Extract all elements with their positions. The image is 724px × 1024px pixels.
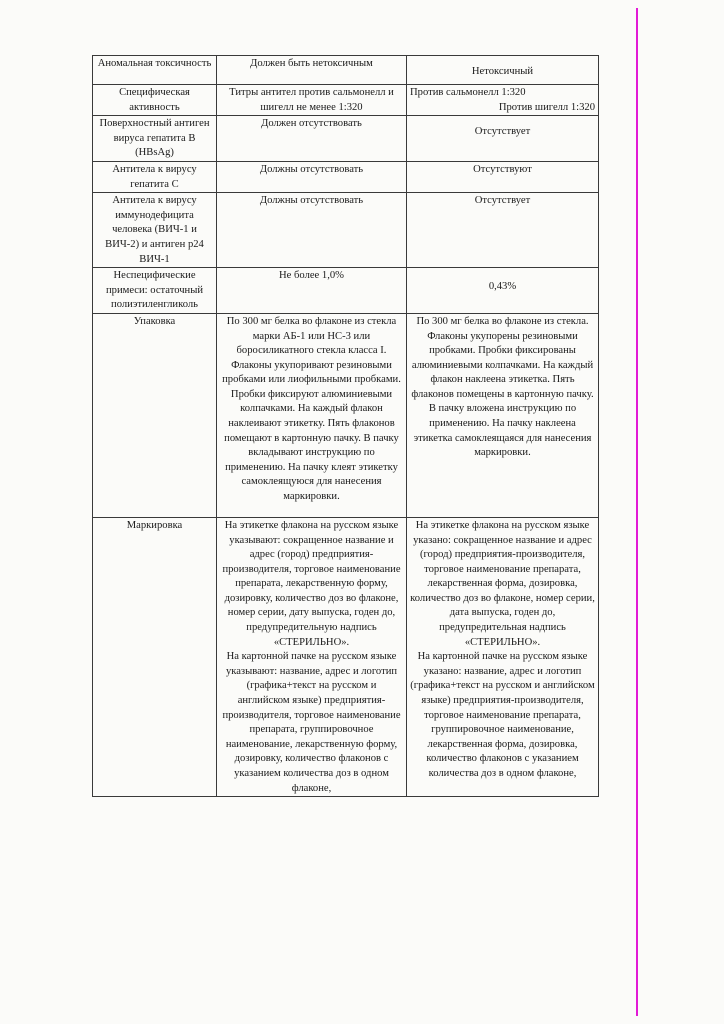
result-line-shigella: Против шигелл 1:320 <box>498 101 595 113</box>
result-label-paragraph: На этикетке флакона на русском языке указано: сокращенное название и адрес (город) предприятия-производителя, торговое наименование препарата, лекарственная форма, дозировка, количество доз во флаконе, номер серии, дата выпуска, годен до, предупредительная надпись «СТЕРИЛЬНО». <box>410 519 595 648</box>
result-line-salmonella: Против сальмонелл 1:320 <box>410 87 526 98</box>
requirement-label-paragraph: На этикетке флакона на русском языке указывают: сокращенное название и адрес (город) предприятия-производителя, торговое наименование препарата, лекарственную форму, дозировку, количество доз во флаконе, номер серии, дату выпуска, годен до, предупредительную надпись «СТЕРИЛЬНО». <box>222 519 401 648</box>
table-row <box>93 56 599 85</box>
table-row <box>93 85 599 116</box>
parameter-cell: Аномальная токсичность <box>93 56 217 85</box>
result-cell: Отсутствуют <box>407 161 599 192</box>
table-row <box>93 193 599 268</box>
result-package-paragraph: На картонной пачке на русском языке указано: название, адрес и логотип (графика+текст на русском и английском языке) предприятия-производителя, торговое наименование препарата, группировочное наименование, лекарственная форма, дозировка, количество флаконов с указанием количества доз в одном флаконе, <box>410 651 595 779</box>
parameter-cell: Поверхностный антиген вируса гепатита В (HBsAg) <box>93 116 217 162</box>
table-row <box>93 161 599 192</box>
requirement-cell: Должен отсутствовать <box>217 116 407 162</box>
parameter-cell: Специфическая активность <box>93 85 217 116</box>
result-cell: Отсутствует <box>407 193 599 268</box>
result-cell <box>407 517 599 796</box>
page-margin-line <box>636 8 638 1016</box>
table-row <box>93 517 599 796</box>
requirement-cell: Должны отсутствовать <box>217 193 407 268</box>
table-row <box>93 116 599 162</box>
result-cell <box>407 85 599 116</box>
result-cell: Отсутствует <box>407 116 599 162</box>
requirement-cell <box>217 517 407 796</box>
requirement-package-paragraph: На картонной пачке на русском языке указывают: название, адрес и логотип (графика+текст на русском и английском языке) предприятия-производителя, торговое наименование препарата, группировочное наименование, лекарственную форму, дозировку, количество флаконов с указанием количества доз в одном флаконе, <box>222 651 401 794</box>
requirement-cell: Титры антител против сальмонелл и шигелл не менее 1:320 <box>217 85 407 116</box>
parameter-cell: Антитела к вирусу иммунодефицита человека (ВИЧ-1 и ВИЧ-2) и антиген р24 ВИЧ-1 <box>93 193 217 268</box>
specification-table <box>92 55 599 797</box>
parameter-cell: Антитела к вирусу гепатита С <box>93 161 217 192</box>
requirement-cell: По 300 мг белка во флаконе из стекла марки АБ-1 или НС-3 или боросиликатного стекла класса I. Флаконы укупоривают резиновыми пробками или лиофильными пробками. Пробки фиксируют алюминиевыми колпачками. На каждый флакон наклеивают этикетку. Пять флаконов помещают в картонную пачку. В пачку вкладывают инструкцию по применению. На пачку клеят этикетку самоклеящуюся для нанесения маркировки. <box>217 313 407 517</box>
result-cell: По 300 мг белка во флаконе из стекла. Флаконы укупорены резиновыми пробками. Пробки фиксированы алюминиевыми колпачками. На каждый флакон наклеена этикетка. Пять флаконов помещены в картонную пачку. В пачку вложена инструкцию по применению. На пачку наклеена этикетка самоклеящаяся для нанесения маркировки. <box>407 313 599 517</box>
requirement-cell: Должен быть нетоксичным <box>217 56 407 85</box>
table-row <box>93 313 599 517</box>
requirement-cell: Не более 1,0% <box>217 268 407 314</box>
table-row <box>93 268 599 314</box>
parameter-cell: Маркировка <box>93 517 217 796</box>
result-cell: 0,43% <box>407 268 599 314</box>
result-cell: Нетоксичный <box>407 56 599 85</box>
parameter-cell: Упаковка <box>93 313 217 517</box>
requirement-cell: Должны отсутствовать <box>217 161 407 192</box>
parameter-cell: Неспецифические примеси: остаточный полиэтиленгликоль <box>93 268 217 314</box>
